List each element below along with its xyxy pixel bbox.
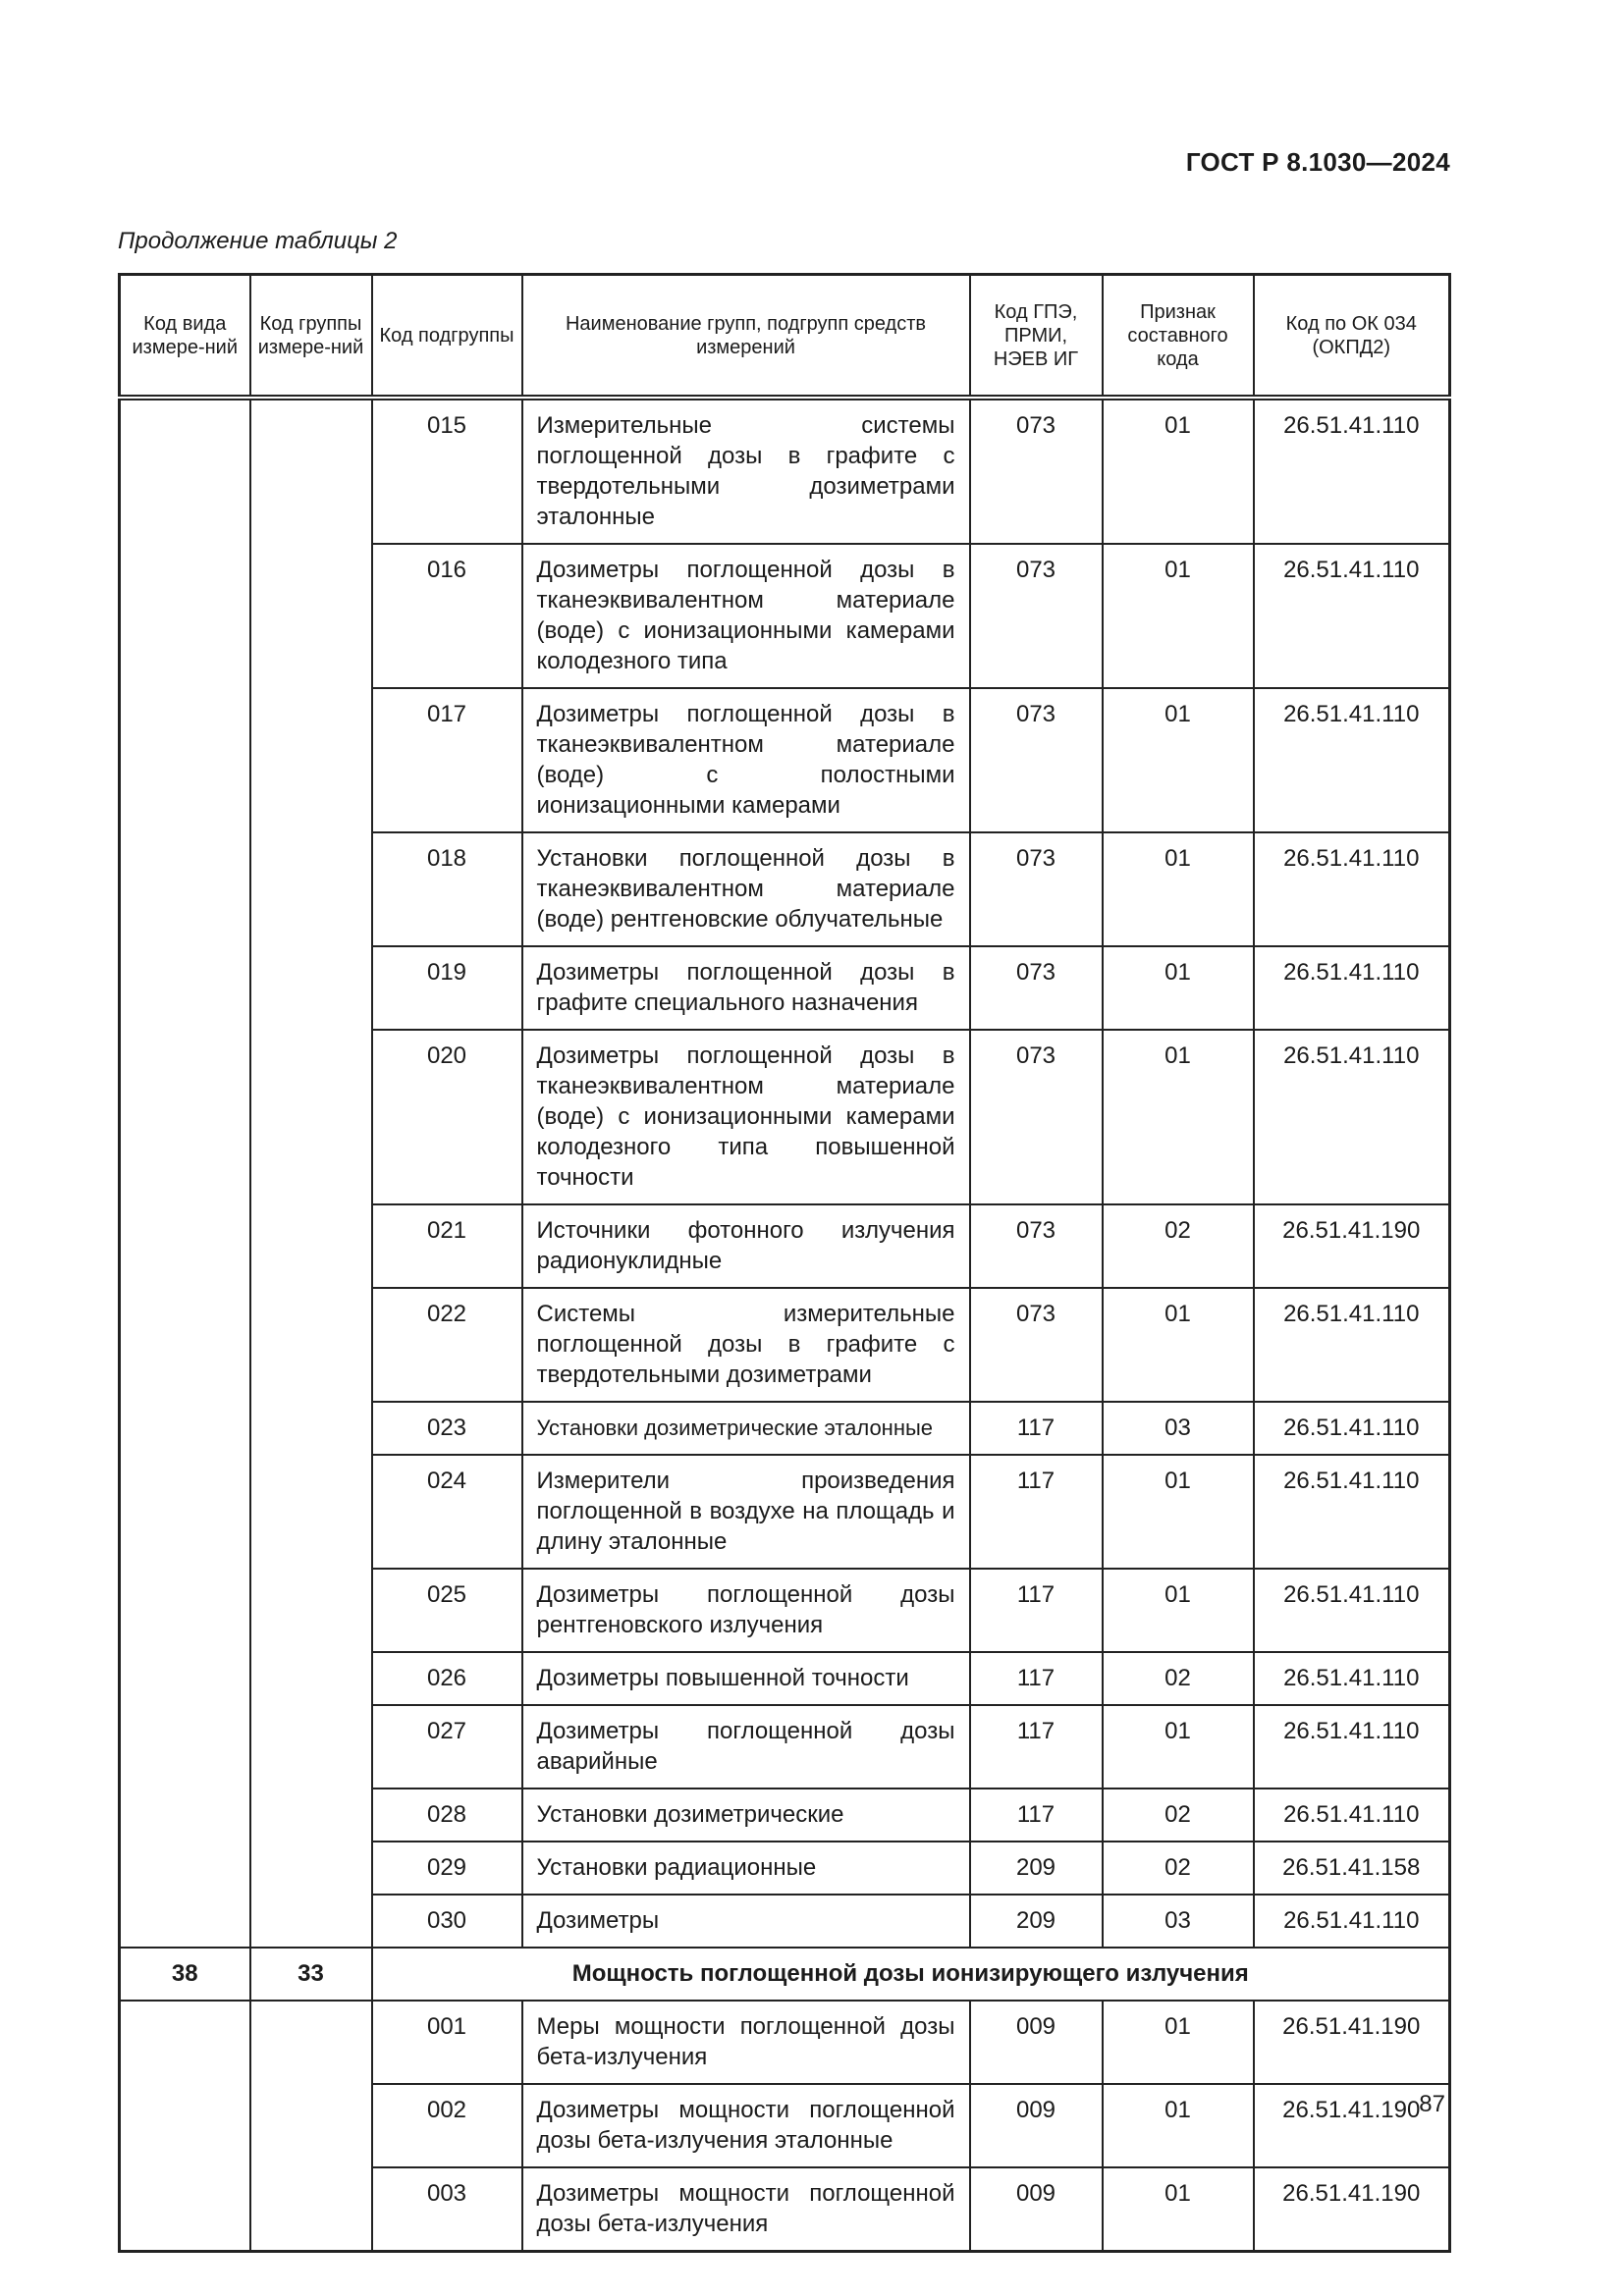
- composite-flag: 02: [1103, 1204, 1254, 1288]
- composite-flag: 02: [1103, 1842, 1254, 1895]
- gpe-code: 117: [970, 1652, 1103, 1705]
- subgroup-name: Измерители произведения поглощенной в воздухе на площадь и длину эталонные: [522, 1455, 970, 1569]
- composite-flag: 01: [1103, 1569, 1254, 1652]
- subgroup-name: Источники фотонного излучения радионуклидные: [522, 1204, 970, 1288]
- header-kind-code: Код вида измере-ний: [120, 275, 250, 399]
- subgroup-name: Меры мощности поглощенной дозы бета-излучения: [522, 2001, 970, 2084]
- subgroup-name: Дозиметры повышенной точности: [522, 1652, 970, 1705]
- subgroup-code: 016: [372, 544, 522, 688]
- gpe-code: 073: [970, 832, 1103, 946]
- empty-group-cell: [250, 398, 372, 1948]
- subgroup-code: 023: [372, 1402, 522, 1455]
- composite-flag: 01: [1103, 2167, 1254, 2252]
- gpe-code: 073: [970, 398, 1103, 544]
- gpe-code: 009: [970, 2167, 1103, 2252]
- composite-flag: 01: [1103, 1705, 1254, 1789]
- table-body: [120, 398, 1450, 2252]
- composite-flag: 01: [1103, 1288, 1254, 1402]
- composite-flag: 03: [1103, 1895, 1254, 1948]
- gpe-code: 209: [970, 1842, 1103, 1895]
- subgroup-name: Измерительные системы поглощенной дозы в графите с твердотельными дозиметрами эталонные: [522, 398, 970, 544]
- subgroup-name: Дозиметры поглощенной дозы в тканеэквивалентном материале (воде) с полостными ионизационными камерами: [522, 688, 970, 832]
- okpd2-code: 26.51.41.110: [1254, 1895, 1450, 1948]
- gpe-code: 009: [970, 2084, 1103, 2167]
- okpd2-code: 26.51.41.110: [1254, 544, 1450, 688]
- subgroup-code: 021: [372, 1204, 522, 1288]
- composite-flag: 01: [1103, 688, 1254, 832]
- gpe-code: 209: [970, 1895, 1103, 1948]
- subgroup-code: 002: [372, 2084, 522, 2167]
- okpd2-code: 26.51.41.110: [1254, 398, 1450, 544]
- okpd2-code: 26.51.41.190: [1254, 1204, 1450, 1288]
- okpd2-code: 26.51.41.190: [1254, 2001, 1450, 2084]
- composite-flag: 01: [1103, 1030, 1254, 1204]
- subgroup-code: 001: [372, 2001, 522, 2084]
- composite-flag: 01: [1103, 832, 1254, 946]
- gpe-code: 073: [970, 1288, 1103, 1402]
- subgroup-name: Установки дозиметрические: [522, 1789, 970, 1842]
- document-code: ГОСТ Р 8.1030—2024: [1185, 147, 1450, 177]
- subgroup-name: Системы измерительные поглощенной дозы в графите с твердотельными дозиметрами: [522, 1288, 970, 1402]
- gpe-code: 073: [970, 946, 1103, 1030]
- gpe-code: 117: [970, 1569, 1103, 1652]
- composite-flag: 01: [1103, 1455, 1254, 1569]
- subgroup-code: 030: [372, 1895, 522, 1948]
- subgroup-code: 028: [372, 1789, 522, 1842]
- subgroup-name: Дозиметры мощности поглощенной дозы бета-излучения: [522, 2167, 970, 2252]
- subgroup-code: 022: [372, 1288, 522, 1402]
- table-caption: Продолжение таблицы 2: [118, 228, 398, 254]
- okpd2-code: 26.51.41.158: [1254, 1842, 1450, 1895]
- table-header: [120, 275, 1450, 399]
- composite-flag: 01: [1103, 544, 1254, 688]
- page-number: 87: [1419, 2091, 1445, 2117]
- group-title: Мощность поглощенной дозы ионизирующего излучения: [372, 1948, 1450, 2001]
- empty-kind-cell: [120, 2001, 250, 2252]
- okpd2-code: 26.51.41.110: [1254, 688, 1450, 832]
- composite-flag: 03: [1103, 1402, 1254, 1455]
- table-row: [120, 398, 1450, 544]
- okpd2-code: 26.51.41.190: [1254, 2084, 1450, 2167]
- group-kind-code: 38: [120, 1948, 250, 2001]
- composite-flag: 02: [1103, 1789, 1254, 1842]
- subgroup-name: Дозиметры поглощенной дозы в тканеэквивалентном материале (воде) с ионизационными камерами колодезного типа: [522, 544, 970, 688]
- header-subgroup-code: Код подгруппы: [372, 275, 522, 399]
- header-name: Наименование групп, подгрупп средств измерений: [522, 275, 970, 399]
- group-code: 33: [250, 1948, 372, 2001]
- subgroup-code: 015: [372, 398, 522, 544]
- okpd2-code: 26.51.41.110: [1254, 1789, 1450, 1842]
- composite-flag: 01: [1103, 946, 1254, 1030]
- subgroup-code: 019: [372, 946, 522, 1030]
- subgroup-code: 027: [372, 1705, 522, 1789]
- gpe-code: 117: [970, 1402, 1103, 1455]
- subgroup-name: Установки радиационные: [522, 1842, 970, 1895]
- okpd2-code: 26.51.41.110: [1254, 1652, 1450, 1705]
- subgroup-name: Дозиметры поглощенной дозы в графите специального назначения: [522, 946, 970, 1030]
- subgroup-name: Дозиметры поглощенной дозы аварийные: [522, 1705, 970, 1789]
- subgroup-name: Дозиметры поглощенной дозы рентгеновского излучения: [522, 1569, 970, 1652]
- gpe-code: 073: [970, 1204, 1103, 1288]
- table-row: [120, 2001, 1450, 2084]
- header-composite-flag: Признак составного кода: [1103, 275, 1254, 399]
- empty-kind-cell: [120, 398, 250, 1948]
- okpd2-code: 26.51.41.110: [1254, 1288, 1450, 1402]
- composite-flag: 01: [1103, 2084, 1254, 2167]
- okpd2-code: 26.51.41.110: [1254, 1402, 1450, 1455]
- subgroup-name: Дозиметры: [522, 1895, 970, 1948]
- gpe-code: 117: [970, 1705, 1103, 1789]
- subgroup-code: 017: [372, 688, 522, 832]
- gpe-code: 073: [970, 544, 1103, 688]
- header-okpd2-code: Код по ОК 034 (ОКПД2): [1254, 275, 1450, 399]
- okpd2-code: 26.51.41.110: [1254, 1030, 1450, 1204]
- subgroup-code: 003: [372, 2167, 522, 2252]
- header-gpe-code: Код ГПЭ, ПРМИ, НЭЕВ ИГ: [970, 275, 1103, 399]
- okpd2-code: 26.51.41.110: [1254, 1455, 1450, 1569]
- subgroup-code: 020: [372, 1030, 522, 1204]
- composite-flag: 01: [1103, 398, 1254, 544]
- group-heading-row: [120, 1948, 1450, 2001]
- gpe-code: 073: [970, 688, 1103, 832]
- empty-group-cell: [250, 2001, 372, 2252]
- gpe-code: 009: [970, 2001, 1103, 2084]
- classification-table: [118, 273, 1451, 2253]
- subgroup-code: 018: [372, 832, 522, 946]
- gpe-code: 117: [970, 1455, 1103, 1569]
- okpd2-code: 26.51.41.110: [1254, 832, 1450, 946]
- header-group-code: Код группы измере-ний: [250, 275, 372, 399]
- gpe-code: 073: [970, 1030, 1103, 1204]
- subgroup-code: 025: [372, 1569, 522, 1652]
- okpd2-code: 26.51.41.190: [1254, 2167, 1450, 2252]
- subgroup-name: Установки дозиметрические эталонные: [522, 1402, 970, 1455]
- okpd2-code: 26.51.41.110: [1254, 1705, 1450, 1789]
- gpe-code: 117: [970, 1789, 1103, 1842]
- subgroup-name: Дозиметры поглощенной дозы в тканеэквивалентном материале (воде) с ионизационными камерами колодезного типа повышенной точности: [522, 1030, 970, 1204]
- subgroup-code: 029: [372, 1842, 522, 1895]
- okpd2-code: 26.51.41.110: [1254, 946, 1450, 1030]
- subgroup-name: Установки поглощенной дозы в тканеэквивалентном материале (воде) рентгеновские облучательные: [522, 832, 970, 946]
- composite-flag: 02: [1103, 1652, 1254, 1705]
- subgroup-code: 026: [372, 1652, 522, 1705]
- okpd2-code: 26.51.41.110: [1254, 1569, 1450, 1652]
- composite-flag: 01: [1103, 2001, 1254, 2084]
- subgroup-code: 024: [372, 1455, 522, 1569]
- subgroup-name: Дозиметры мощности поглощенной дозы бета-излучения эталонные: [522, 2084, 970, 2167]
